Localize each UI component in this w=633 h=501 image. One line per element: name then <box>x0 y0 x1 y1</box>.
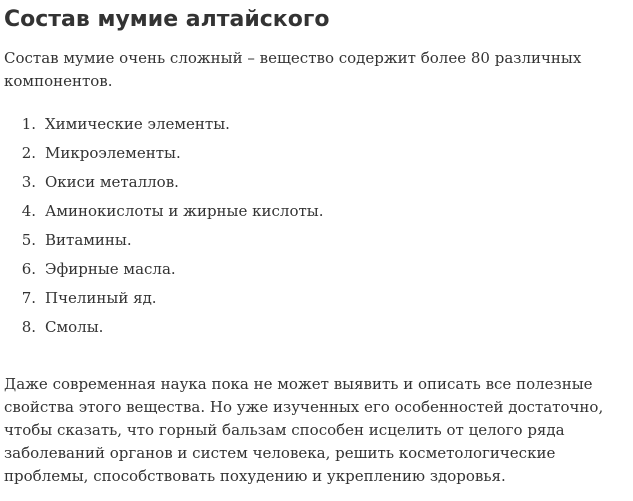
list-item-number: 6. <box>21 260 36 278</box>
list-item-text: Микроэлементы. <box>45 144 181 162</box>
list-item <box>4 284 323 313</box>
list-item-number: 7. <box>21 289 36 307</box>
list-item-number: 8. <box>21 318 36 336</box>
list-item-text: Смолы. <box>45 318 104 336</box>
body-paragraph: Даже современная наука пока не может выявить и описать все полезные свойства этого вещества. Но уже изученных его особенностей достаточно, чтобы сказать, что горный бальзам способен исцелить от целого ряда заболеваний органов и систем человека, решить косметологические проблемы, способствовать похудению и укреплению здоровья. <box>4 375 604 485</box>
article-title: Состав мумие алтайского <box>4 7 330 32</box>
list-item <box>4 313 323 342</box>
list-item <box>4 110 323 139</box>
list-item-text: Аминокислоты и жирные кислоты. <box>45 202 324 220</box>
list-item-text: Витамины. <box>45 231 132 249</box>
list-item-number: 1. <box>21 115 36 133</box>
list-item-text: Окиси металлов. <box>45 173 179 191</box>
list-item-number: 4. <box>21 202 36 220</box>
list-item-number: 2. <box>21 144 36 162</box>
list-item <box>4 139 323 168</box>
intro-paragraph: Состав мумие очень сложный – вещество содержит более 80 различных компонентов. <box>4 49 582 90</box>
list-item <box>4 226 323 255</box>
list-item-number: 3. <box>21 173 36 191</box>
components-list <box>4 110 323 342</box>
list-item-text: Химические элементы. <box>45 115 230 133</box>
list-item-text: Пчелиный яд. <box>45 289 157 307</box>
list-item-text: Эфирные масла. <box>45 260 176 278</box>
list-item <box>4 168 323 197</box>
list-item-number: 5. <box>21 231 36 249</box>
list-item <box>4 255 323 284</box>
list-item <box>4 197 323 226</box>
